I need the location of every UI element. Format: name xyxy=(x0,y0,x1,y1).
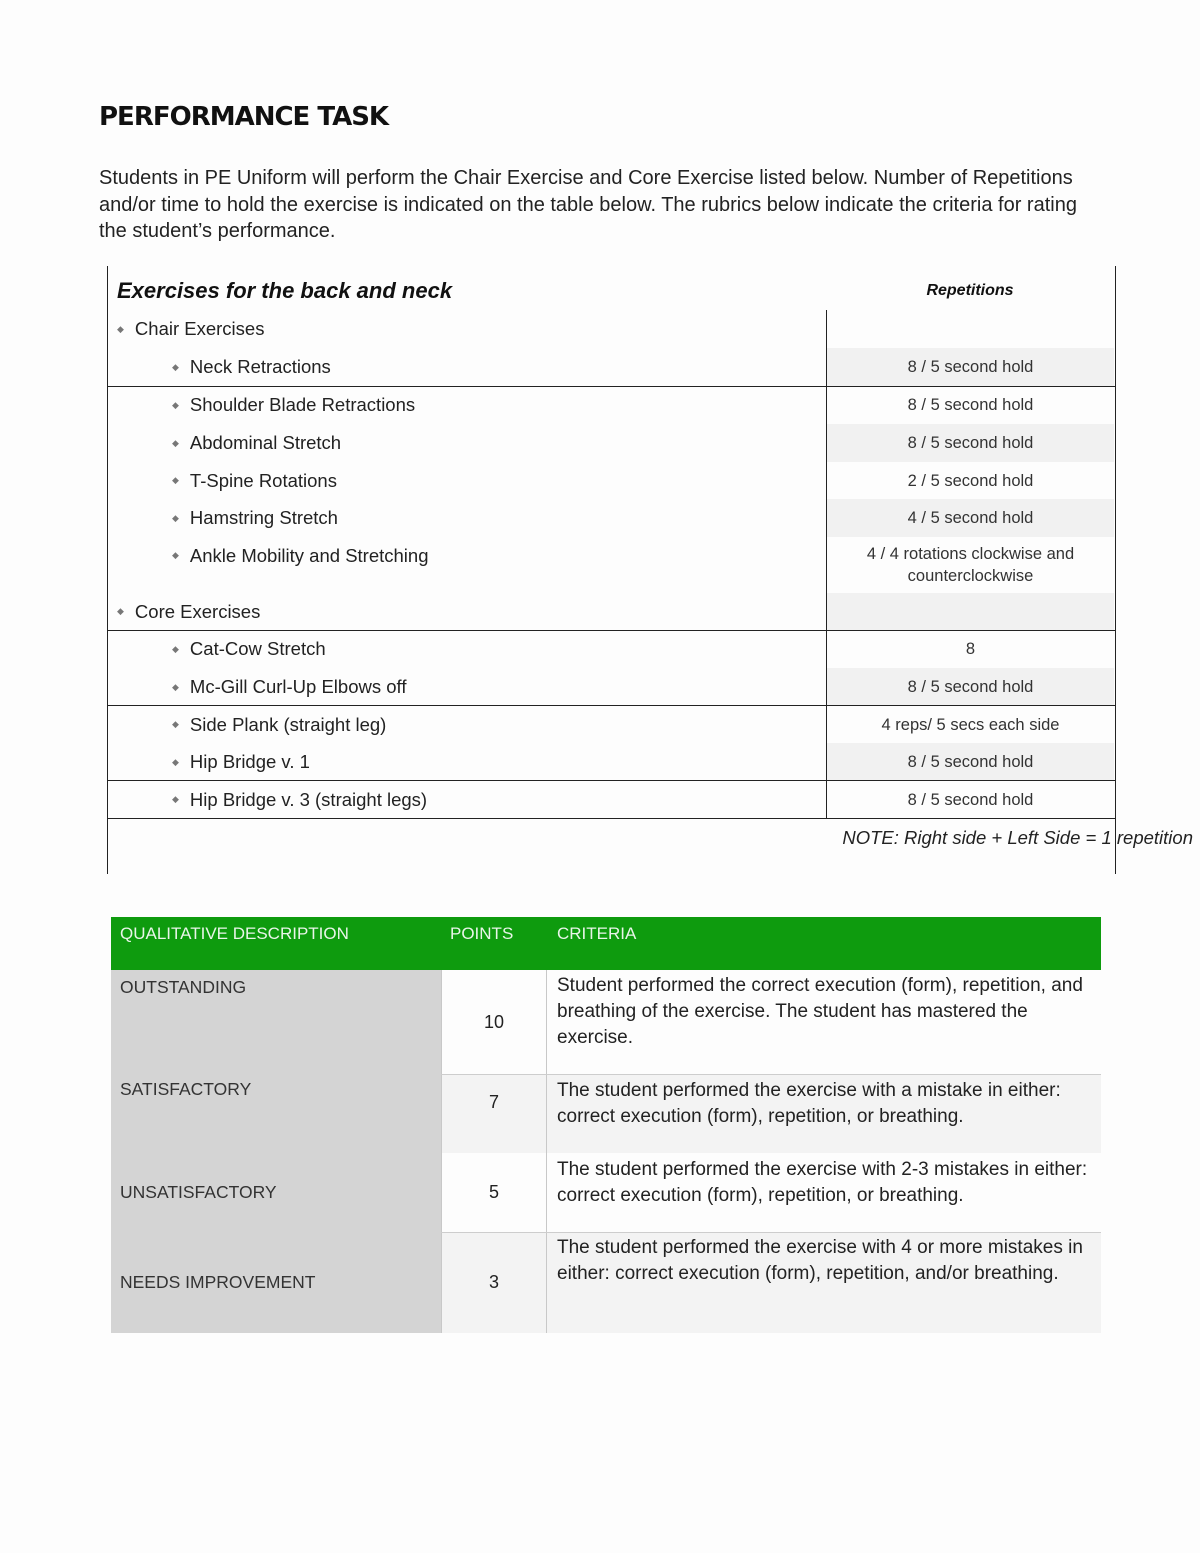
rubric-table xyxy=(111,917,1101,1333)
exercise-name-text: Mc-Gill Curl-Up Elbows off xyxy=(189,676,407,697)
bullet-icon: ◆ xyxy=(172,550,179,560)
exercise-name xyxy=(108,499,889,537)
exercise-name xyxy=(108,462,889,499)
rubric-row-outstanding xyxy=(111,970,1101,1074)
table-row xyxy=(108,706,1115,743)
exercise-name-text: T-Spine Rotations xyxy=(189,469,337,491)
bullet-icon: ◆ xyxy=(172,475,179,485)
exercise-table-title: Exercises for the back and neck xyxy=(117,278,453,303)
bullet-icon: ◆ xyxy=(172,756,179,767)
rubric-criteria: The student performed the exercise with 4 or more mistakes in either: correct execution (form), repetition, and/or breathing. xyxy=(547,1232,1101,1333)
rubric-row-unsatisfactory xyxy=(111,1153,1101,1232)
rubric-points: 3 xyxy=(441,1232,547,1333)
exercise-name xyxy=(108,743,889,781)
exercise-reps: 8 / 5 second hold xyxy=(826,348,1114,386)
table-row xyxy=(108,537,1115,593)
bullet-icon: ◆ xyxy=(117,323,124,334)
repetitions-header: Repetitions xyxy=(926,282,1014,299)
rubric-description: SATISFACTORY xyxy=(111,1074,441,1153)
exercise-name xyxy=(108,537,825,593)
table-divider xyxy=(108,705,1115,706)
table-row xyxy=(108,668,1115,706)
table-divider xyxy=(108,386,1115,387)
table-divider xyxy=(108,780,1115,781)
exercise-reps: 8 / 5 second hold xyxy=(826,386,1114,424)
group-row-chair xyxy=(108,310,1115,348)
rubric-points: 7 xyxy=(441,1074,547,1153)
exercise-name-text: Hip Bridge v. 1 xyxy=(189,751,310,772)
rubric-criteria: The student performed the exercise with 2-3 mistakes in either: correct execution (form), repetition, or breathing. xyxy=(557,1159,1088,1206)
table-row xyxy=(108,424,1115,462)
exercise-reps: 8 / 5 second hold xyxy=(826,424,1114,462)
exercise-name xyxy=(108,668,889,706)
exercise-name-text: Abdominal Stretch xyxy=(189,432,342,453)
rubric-points: 5 xyxy=(441,1153,547,1232)
rubric-criteria: The student performed the exercise with a mistake in either: correct execution (form), repetition, or breathing. xyxy=(547,1074,1101,1153)
exercise-name-text: Shoulder Blade Retractions xyxy=(189,394,416,415)
exercise-reps: 8 / 5 second hold xyxy=(826,743,1114,781)
exercise-name-text: Hamstring Stretch xyxy=(189,507,338,528)
rubric-row-needs-improvement xyxy=(111,1232,1101,1333)
exercise-table xyxy=(107,266,1116,874)
exercise-table-header xyxy=(108,266,1115,310)
exercise-reps: 4 / 4 rotations clockwise and counterclockwise xyxy=(826,537,1114,593)
rubric-divider xyxy=(441,1074,1101,1075)
table-row xyxy=(108,781,1115,818)
exercise-name-text: Side Plank (straight leg) xyxy=(189,713,387,735)
exercise-reps: 4 reps/ 5 secs each side xyxy=(826,706,1114,743)
bullet-icon: ◆ xyxy=(172,643,179,654)
rubric-criteria: Student performed the correct execution (form), repetition, and breathing of the exercise. The student has mastered the exercise. xyxy=(557,975,1083,1048)
table-row xyxy=(108,348,1115,386)
points-header: POINTS xyxy=(450,924,514,943)
bullet-icon: ◆ xyxy=(172,794,179,804)
bullet-icon: ◆ xyxy=(172,512,179,523)
exercise-reps: 8 / 5 second hold xyxy=(826,668,1114,706)
exercise-reps: 8 xyxy=(826,630,1114,668)
rubric-description: UNSATISFACTORY xyxy=(111,1153,441,1232)
bullet-icon: ◆ xyxy=(172,719,179,729)
table-row xyxy=(108,386,1115,424)
exercise-name-text: Ankle Mobility and Stretching xyxy=(189,545,429,566)
group-reps-cell xyxy=(826,593,1114,630)
group-label-text: Chair Exercises xyxy=(134,318,265,339)
rubric-divider xyxy=(441,1232,1101,1233)
intro-paragraph: Students in PE Uniform will perform the Chair Exercise and Core Exercise listed below. Number of Repetitions and/or time to hold the exercise is indicated on the table below. The rubrics below indicate the criteria for rating the student’s performance. xyxy=(99,167,1077,242)
exercise-name xyxy=(108,424,889,462)
table-row xyxy=(108,630,1115,668)
group-label xyxy=(108,310,834,348)
table-divider xyxy=(108,630,1115,631)
criteria-header: CRITERIA xyxy=(557,924,637,943)
rubric-description: OUTSTANDING xyxy=(111,970,441,1074)
rubric-points: 10 xyxy=(441,970,547,1074)
description-header: QUALITATIVE DESCRIPTION xyxy=(120,924,349,943)
table-row xyxy=(108,462,1115,499)
bullet-icon: ◆ xyxy=(172,399,179,410)
exercise-name xyxy=(108,781,889,818)
exercise-name-text: Neck Retractions xyxy=(189,356,331,377)
bullet-icon: ◆ xyxy=(117,606,124,616)
table-row xyxy=(108,743,1115,781)
group-label-text: Core Exercises xyxy=(134,600,261,622)
exercise-name-text: Hip Bridge v. 3 (straight legs) xyxy=(189,788,428,810)
group-label xyxy=(108,593,834,630)
group-row-core xyxy=(108,593,1115,630)
exercise-name-text: Cat-Cow Stretch xyxy=(189,638,326,659)
bullet-icon: ◆ xyxy=(172,681,179,692)
exercise-name xyxy=(108,706,889,743)
exercise-reps: 2 / 5 second hold xyxy=(826,462,1114,499)
exercise-name xyxy=(108,630,889,668)
table-row xyxy=(108,499,1115,537)
bullet-icon: ◆ xyxy=(172,437,179,448)
table-divider xyxy=(108,818,1115,819)
rubric-description: NEEDS IMPROVEMENT xyxy=(111,1232,441,1333)
page-title: PERFORMANCE TASK xyxy=(99,102,389,132)
exercise-reps: 4 / 5 second hold xyxy=(826,499,1114,537)
rubric-row-satisfactory xyxy=(111,1074,1101,1153)
group-reps-cell xyxy=(826,310,1114,348)
rubric-header xyxy=(111,917,1101,970)
repetition-note: NOTE: Right side + Left Side = 1 repetition xyxy=(842,827,1193,848)
exercise-name xyxy=(108,386,889,424)
exercise-name xyxy=(108,348,889,386)
exercise-reps: 8 / 5 second hold xyxy=(826,781,1114,818)
bullet-icon: ◆ xyxy=(172,361,179,372)
